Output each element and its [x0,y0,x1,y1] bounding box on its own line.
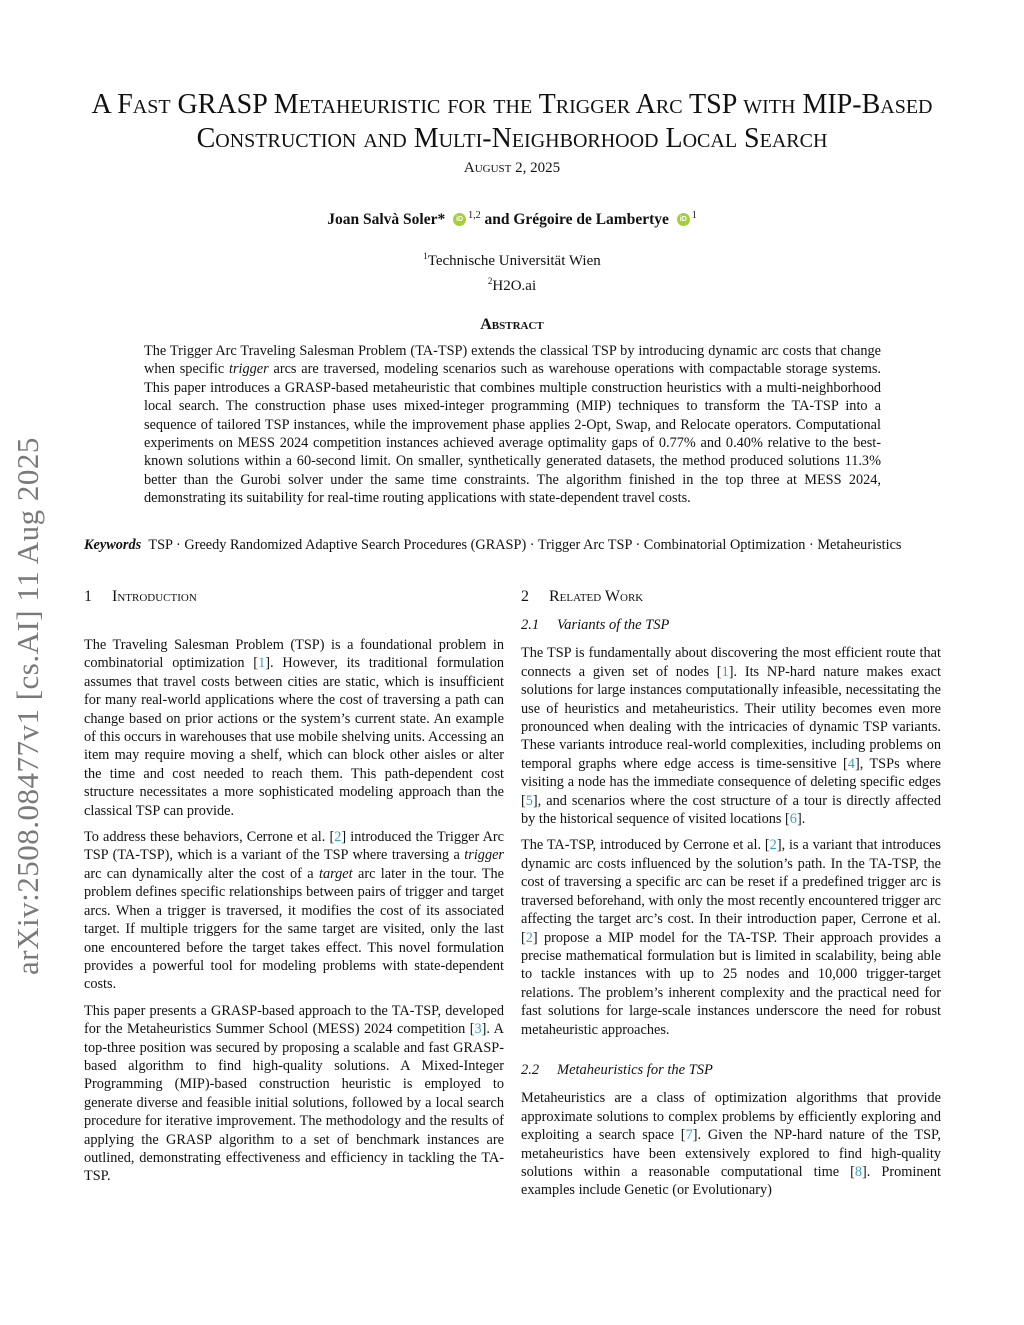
citation-link[interactable]: 1 [258,655,266,672]
arxiv-identifier-stamp: arXiv:2508.08477v1 [cs.AI] 11 Aug 2025 [10,437,45,975]
citation-link[interactable]: 5 [525,792,533,809]
keywords-label: Keywords [84,537,142,553]
orcid-icon[interactable]: iD [453,213,466,226]
citation-link[interactable]: 2 [334,829,342,846]
abstract-heading: Abstract [480,316,544,333]
author-affil-marker: 1 [691,210,697,221]
intro-paragraph-3: This paper presents a GRASP-based approach to the TA-TSP, developed for the Metaheuristics Summer School (MESS) 2024 competition [3]. A top-three position was secured by proposing a scalable and fast GRASP-based algorithm to find high-quality solutions. A Mixed-Integer Programming (MIP)-based construction heuristic is employed to generate diverse and feasible initial solutions, followed by a local search procedure for iterative improvement. The methodology and the results of applying the GRASP algorithm to a set of benchmark instances are outlined, demonstrating effectiveness and efficiency in tackling the TA-TSP. [84,1002,504,1185]
affiliation-line: $^2$H2O.ai [487,276,537,294]
related-paragraph-1: The TSP is fundamentally about discovering the most efficient route that connects a given set of nodes [1]. Its NP-hard nature makes exact solutions for large instances computationally infeasible, necessitating the use of heuristics and metaheuristics. Their utility becomes even more pronounced when dealing with the intricacies of dynamic TSP variants. These variants introduce real-world complexities, including problems on temporal graphs where edge access is time-sensitive [4], TSPs where visiting a node has the immediate consequence of deleting specific edges [5], and scenarios where the cost structure of a tour is directly affected by the historical sequence of visited locations [6]. [521,645,941,828]
affiliations [0,246,1024,296]
citation-link[interactable]: 7 [685,1127,693,1144]
section-heading-introduction: 1 Introduction [84,588,197,605]
citation-link[interactable]: 1 [721,663,729,680]
related-paragraph-3: Metaheuristics are a class of optimization algorithms that provide approximate solutions to complex problems by efficiently exploring and exploiting a search space [7]. Given the NP-hard nature of the TSP, metaheuristics have been extensively explored to find high-quality solutions within a reasonable computational time [8]. Prominent examples include Genetic (or Evolutionary) [521,1090,941,1199]
citation-link[interactable]: 8 [854,1163,863,1180]
author-affil-marker: 1,2 [468,210,481,221]
intro-paragraph-2: To address these behaviors, Cerrone et al. [2] introduced the Trigger Arc TSP (TA-TSP), which is a variant of the TSP where traversing a trigger arc can dynamically alter the cost of a target arc later in the tour. The problem defines specific relationships between pairs of trigger and target arcs. When a trigger is traversed, it modifies the cost of its associated target. If multiple triggers for the same target are visited, only the last one encountered before the target takes effect. This novel formulation provides a powerful tool for modeling problems with state-dependent costs. [84,829,505,993]
abstract-body: The Trigger Arc Traveling Salesman Problem (TA-TSP) extends the classical TSP by introducing dynamic arc costs that change when specific trigger arcs are traversed, modeling scenarios such as warehouse operations with compactable storage systems. This paper introduces a GRASP-based metaheuristic that combines multiple construction heuristics with a multi-neighborhood local search. The construction phase uses mixed-integer programming (MIP) techniques to transform the TA-TSP into a sequence of tailored TSP instances, while the improvement phase applies 2-Opt, Swap, and Relocate operators. Computational experiments on MESS 2024 competition instances achieved average optimality gaps of 0.77% and 0.40% relative to the best-known solutions within a 60-second limit. On smaller, synthetically generated datasets, the method produced solutions 11.3% better than the Gurobi solver under the same time constraints. The algorithm finished in the top three at MESS 2024, demonstrating its suitability for real-time routing applications with state-dependent travel costs. [144,343,881,507]
section-heading-related-work: 2 Related Work [521,588,644,605]
related-paragraph-2: The TA-TSP, introduced by Cerrone et al. [2], is a variant that introduces dynamic arc costs influenced by the solution’s path. In the TA-TSP, the cost of traversing a specific arc can be reset if a predefined trigger arc is traversed beforehand, with only the most recently encountered trigger arc affecting the target arc’s cost. In their introduction paper, Cerrone et al. [2] propose a MIP model for the TA-TSP. Their approach provides a precise mathematical formulation but is limited in scalability, being able to tackle instances with up to 25 nodes and 10,000 trigger-target relations. The problem’s inherent complexity and the practical need for fast solutions for large-scale instances underscore the need for robust metaheuristic approaches. [521,837,941,1038]
intro-paragraph-1: The Traveling Salesman Problem (TSP) is a foundational problem in combinatorial optimization [1]. However, its traditional formulation assumes that travel costs between cities are static, which is insufficient for many real-world applications where the cost of traversing a path can change based on prior actions or the system’s current state. An example of this occurs in warehouses that use mobile shelving units. Accessing an item may require moving a shelf, which can block other aisles or alter the time and cost needed to reach them. This path-dependent cost structure necessitates a more sophisticated modeling approach than the classical TSP can provide. [84,637,504,819]
author-name: Joan Salvà Soler* [327,211,446,229]
keywords [84,536,944,554]
column-left [84,586,504,1194]
citation-link[interactable]: 6 [789,811,797,828]
citation-link[interactable]: 2 [769,837,777,854]
citation-link[interactable]: 3 [474,1021,482,1038]
paper-date: August 2, 2025 [463,160,561,176]
orcid-icon[interactable]: iD [677,213,690,226]
citation-link[interactable]: 4 [847,755,855,772]
authors-conjunction: and [484,211,510,229]
subsection-heading-variants: 2.1 Variants of the TSP [521,617,670,633]
subsection-heading-metaheuristics: 2.2 Metaheuristics for the TSP [521,1061,713,1078]
affiliation-line: $^1$Technische Universität Wien [423,251,601,269]
citation-link[interactable]: 2 [525,929,533,946]
author-name: Grégoire de Lambertye [513,211,669,229]
column-right [521,586,941,1208]
author-list [0,210,1024,229]
paper-title: A Fast GRASP Metaheuristic for the Trigger Arc TSP with MIP-Based Construction and Multi-Neighborhood Local Search [91,89,933,154]
keywords-list: TSP · Greedy Randomized Adaptive Search Procedures (GRASP) · Trigger Arc TSP · Combinatorial Optimization · Metaheuristics [148,537,902,553]
